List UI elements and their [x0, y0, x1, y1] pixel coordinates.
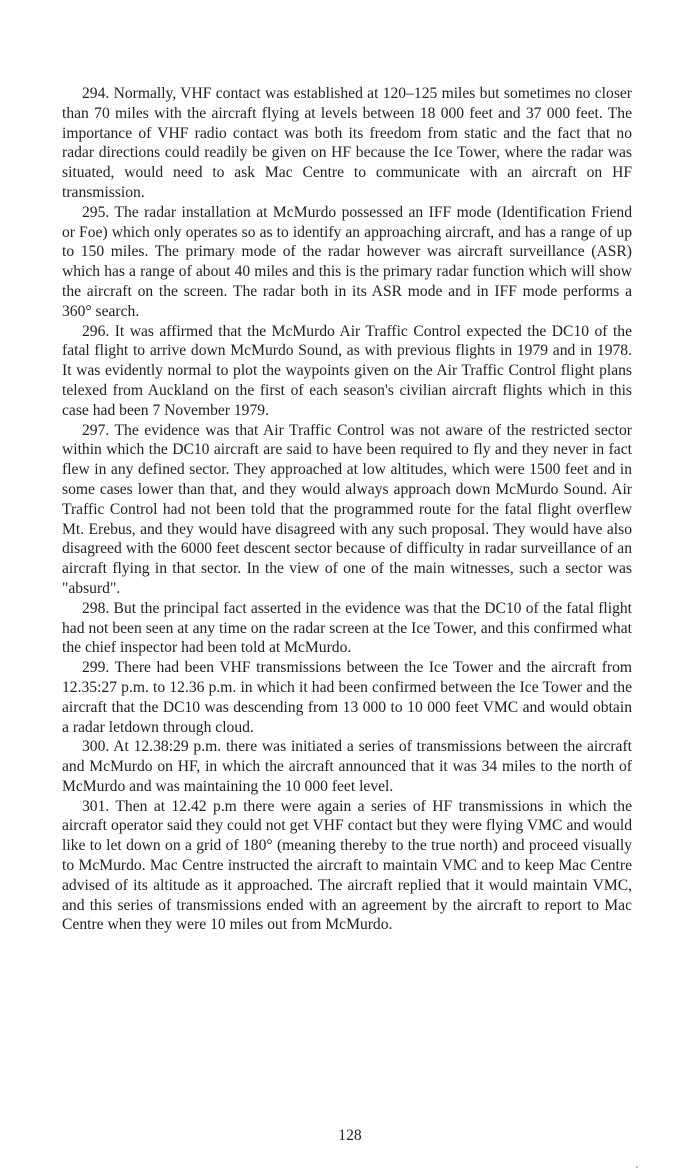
- paragraph-300: 300. At 12.38:29 p.m. there was initiated a series of transmissions between the aircraft and McMurdo on HF, in which the aircraft announced that it was 34 miles to the north of McMurdo and was maintaining the 10 000 feet level.: [62, 738, 632, 795]
- paragraph-294: 294. Normally, VHF contact was established at 120–125 miles but sometimes no closer than 70 miles with the aircraft flying at levels between 18 000 feet and 37 000 feet. The importance of VHF radio contact was both its freedom from static and the fact that no radar directions could readily be given on HF because the Ice Tower, where the radar was situated, would need to ask Mac Centre to communicate with an aircraft on HF transmission.: [62, 85, 632, 201]
- page-number: 128: [338, 1127, 362, 1144]
- paragraph-301: 301. Then at 12.42 p.m there were again a series of HF transmissions in which the aircraft operator said they could not get VHF contact but they were flying VMC and would like to let down on a grid of 180° (meaning thereby to the true north) and proceed visually to McMurdo. Mac Centre instructed the aircraft to maintain VMC and to keep Mac Centre advised of its altitude as it approached. The aircraft replied that it would maintain VMC, and this series of transmissions ended with an agreement by the aircraft to report to Mac Centre when they were 10 miles out from McMurdo.: [62, 797, 632, 934]
- paragraph-298: 298. But the principal fact asserted in the evidence was that the DC10 of the fatal flight had not been seen at any time on the radar screen at the Ice Tower, and this confirmed what the chief inspector had been told at McMurdo.: [62, 599, 632, 657]
- document-body: [62, 84, 632, 935]
- scan-speck: [636, 1166, 638, 1168]
- paragraph-297: 297. The evidence was that Air Traffic Control was not aware of the restricted sector within which the DC10 aircraft are said to have been required to fly and they never in fact flew in any defined sector. They approached at low altitudes, which were 1500 feet and in some cases lower than that, and they would always approach down McMurdo Sound. Air Traffic Control had not been told that the programmed route for the fatal flight overflew Mt. Erebus, and they would have disagreed with any such proposal. They would have also disagreed with the 6000 feet descent sector because of difficulty in radar surveillance of an aircraft flying in that sector. In the view of one of the main witnesses, such a sector was "absurd".: [62, 421, 632, 597]
- paragraph-296: 296. It was affirmed that the McMurdo Air Traffic Control expected the DC10 of the fatal flight to arrive down McMurdo Sound, as with previous flights in 1979 and in 1978. It was evidently normal to plot the waypoints given on the Air Traffic Control flight plans telexed from Auckland on the first of each season's civilian aircraft flights which in this case had been 7 November 1979.: [62, 322, 632, 419]
- paragraph-299: 299. There had been VHF transmissions between the Ice Tower and the aircraft from 12.35:27 p.m. to 12.36 p.m. in which it had been confirmed between the Ice Tower and the aircraft that the DC10 was descending from 13 000 to 10 000 feet VMC and would obtain a radar letdown through cloud.: [62, 659, 632, 736]
- paragraph-295: 295. The radar installation at McMurdo possessed an IFF mode (Identification Friend or Foe) which only operates so as to identify an approaching aircraft, and has a range of up to 150 miles. The primary mode of the radar however was aircraft surveillance (ASR) which has a range of about 40 miles and this is the primary radar function which will show the aircraft on the screen. The radar both in its ASR mode and in IFF mode performs a 360° search.: [62, 203, 632, 320]
